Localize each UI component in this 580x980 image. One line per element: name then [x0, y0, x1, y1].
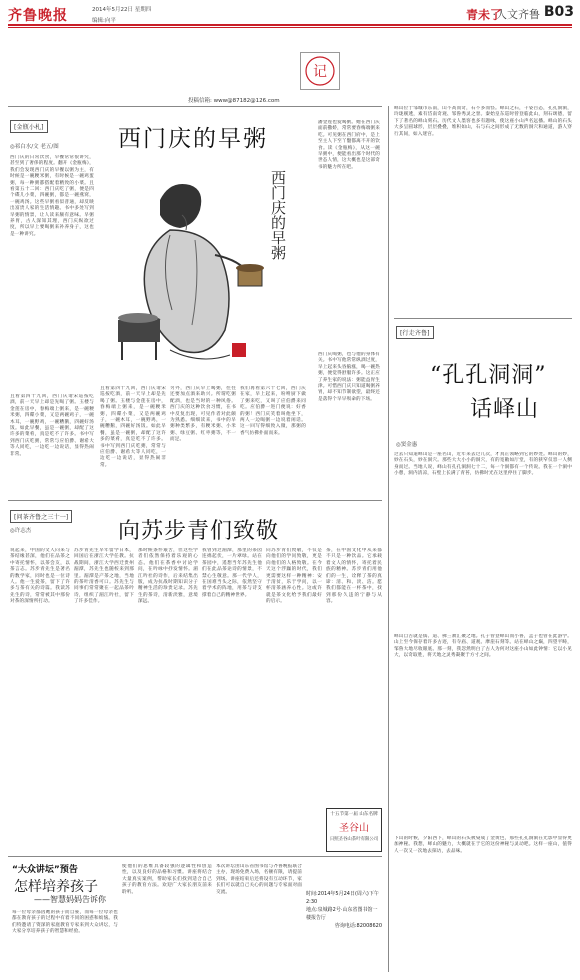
byline: ◎许志杰 — [10, 528, 32, 534]
promo-body-3: 本次讲坛由山东省图书馆与齐鲁晚报联合主办，现场免费入场，名额有限，请提前到场。讲座结束后还将设有互动环节，家长们可以就自己关心的问题与专家面对面交流。 — [216, 864, 302, 895]
article-body-col1: 说起来，中国的文人向来与茶结缘甚深，他们在品茶之中寄托情怀，以茶会友，以茶言志。苏步青先生是著名的数学家，同时也是一位诗人。他一生爱茶，留下了许多与茶有关的诗篇。我读苏先生的诗，常常被其中那份对茶的深情所打动。 — [10, 548, 70, 605]
article-body-col6: 茶，在中国文化中从来都不只是一种饮品。它承载着文人的情怀，寄托着民族的精神。苏步青们用他们的一生，诠释了茶的真谛：清、和、淡、洁。愿我们都能在一杯茶中，找到那份久违的宁静与从容。 — [326, 548, 382, 605]
contact-email: 投稿信箱: www@87182@126.com — [188, 98, 280, 104]
issue-date: 2014年5月22日 星期四 — [92, 7, 152, 13]
subsection-name: ·人文齐鲁 — [492, 8, 540, 21]
article-body-col2: 且看第四十九回，西门庆请宋巡按吃酒，前一天早上却是先喝了粥。玉楼与金莲在房中，春梅端上粥来，是一碗粳米粥，四碟小菜，又是两碗鸡子，一碗木耳，一碗野鸡，一碗糟鹅，四碗好汤饭。如此早餐，虽是一碗粥，却配了这许多的菜肴，真是吃不了许多。书中写到西门庆吃粥，常常与应伯爵、谢希大等人同吃，一边吃一边说话，显得热闹非常。 — [100, 386, 166, 468]
article-title-line1: “孔孔洞洞” — [430, 363, 547, 388]
page-number: B03 — [543, 4, 574, 20]
ad-company: 日照圣谷山茶叶有限公司 — [329, 837, 379, 842]
newspaper-logo: 齐鲁晚报 — [8, 8, 68, 24]
red-seal — [232, 343, 246, 357]
advertisement[interactable] — [326, 808, 382, 852]
article-body-col3: 那时候条件艰苦，但这些学者们依然保持着乐观的心态。他们在茶香中讨论学问，在吟咏中抒发情怀。湄江吟社的诗作，后来结集出版，成为抗战时期知识分子精神生活的珍贵记录。苏先生的茶诗，清新淡雅，意境深远。 — [138, 548, 198, 605]
article-title-line2: 话峄山 — [470, 397, 540, 422]
divider — [8, 106, 382, 107]
svg-text:记: 记 — [313, 64, 327, 80]
promo-body: 每一位母亲都因她的孩子而自豪，而每一位母亲也都在教育孩子的过程中有着不同的困惑和烦恼。我们特邀请了资深的家庭教育专家来到大众讲坛，与大家分享培养孩子的智慧和经验。 — [12, 910, 118, 935]
divider — [8, 500, 382, 501]
article-body-col5: 向苏步青们致敬，不仅是向他们的学问致敬，更是向他们的人格致敬。在今天这个浮躁的时代，我们更需要这样一种精神：安于清贫，乐于学问，以一杯清茶涵养心性。这或许就是茶文化给予我们最好的启示。 — [266, 548, 322, 605]
article-body-top: 峄山位于邹城市东南，山不高而奇，石不多而怪。峄山之石，千姿百态，孔孔洞洞，玲珑剔透，素有岱南奇观、邹鲁秀灵之誉。秦始皇东巡时曾登临此山，刻石颂德，留下了著名的峄山刻石。历代文人墨客也多有题咏，使这座小山声名远播。峄山的石头大多呈圆球形，层层叠叠，堆积如山，石与石之间形成了无数的洞穴和通道，游人穿行其间，如入迷宫。 — [394, 106, 572, 137]
column-separator — [388, 106, 389, 972]
article-body-col1b: 且看第四十九回，西门庆请宋巡按吃酒，前一天早上却是先喝了粥。玉楼与金莲在房中，春梅端上粥来，是一碗粳米粥，四碟小菜，又是两碗鸡子，一碗木耳，一碗野鸡，一碗糟鹅，四碗好汤饭。如此早餐，虽是一碗粥，却配了这许多的菜肴，真是吃不了许多。书中写到西门庆吃粥，常常与应伯爵、谢希大等人同吃，一边吃一边说话，显得热闹非常。 — [10, 394, 94, 457]
divider — [394, 318, 572, 319]
article-title: 西门庆的早粥 — [118, 126, 268, 152]
article-body-col2: 苏步青先生早年留学日本，回国后在浙江大学任教。抗战期间，浙江大学西迁贵州湄潭，苏先生也随校来到那里。湄潭是产茶之地，当地的茶叶清香可口。苏先生与同事们常常聚在一起品茶吟诗，组织了湄江吟社，留下了许多佳作。 — [74, 548, 134, 605]
article-body-low: 峄山自古就是儒、道、佛三教汇聚之地。孔子曾登峄山而小鲁，孟子也曾在此游学。山上至今保存着许多古迹，有寺庙、道观、摩崖石刻等。站在峄山之巅，四望平畴，邹鲁大地尽收眼底。那一刻，我忽然明白了古人为何对这座小山如此钟情：它以小见大，以奇取胜，将天地之灵秀凝聚于方寸之间。 — [394, 634, 572, 659]
article-body-col6: 潘金莲也爱喝粥。她在西门庆面前撒娇，常常要春梅端粥来吃。可见粥在西门府中，是上至主人下至丫鬟都离不开的饮食。读《金瓶梅》，从这一碗早粥中，便能看出那个时代的世态人情，这大概也是这部奇书的魅力所在吧。 — [318, 120, 380, 170]
article-body-col3: 另外，西门庆早上喝粥，往往还要加点酒来助兴。所谓吃粥配酒，也是当时的一种风俗。西门庆的这种饮食习惯，在书中反复出现，可见作者对此颇为熟悉。细细读来，书中的早粥种类繁多，有粳米粥、小米粥、绿豆粥、红枣粥等，不一而足。 — [170, 386, 236, 443]
ji-seal-icon — [301, 53, 339, 89]
lecture-place: 地点:泉城路2号·山东省图书馆一楼报告厅 — [306, 907, 378, 921]
column-label: [行走齐鲁] — [396, 326, 434, 339]
promo-tag: “大众讲坛”预告 — [12, 865, 78, 875]
header-rule — [8, 24, 572, 26]
byline: ◎祁白水/文 老五/图 — [10, 144, 59, 150]
stamp-logo — [300, 52, 340, 90]
article-title: 向苏步青们致敬 — [118, 519, 280, 544]
lecture-info — [306, 890, 382, 930]
article-body-col5: 西门庆喝粥，也与他的身体有关。书中写他常常纵酒过度，早上起来头昏脑涨，喝一碗热粥，便觉得舒服许多。这正应了养生家的说法：粥能益胃生津。可惜西门庆只知道喝粥养胃，却不知节制欲望，最终还是落得个早早殒命的下场。 — [318, 352, 380, 402]
promo-title: 怎样培养孩子 — [14, 879, 98, 895]
section-name: 青未了 — [465, 8, 502, 22]
article-body-col4: 我们再看第六十七回，西门庆在家，早上起来，吩咐厨下做了粥来吃，又叫了应伯爵来同吃。应伯爵一进门便说：好香的粥！西门庆笑着叫他坐下，两人一边喝粥一边说着闲话。这一回写得细致入微，那粥的香气仿佛扑面而来。 — [240, 386, 306, 436]
header-rule-thin — [8, 27, 572, 28]
column-label: [问茶齐鲁之三十一] — [10, 510, 72, 523]
lecture-time: 时间:2014年5月24日(周六)下午2:30 — [306, 891, 379, 905]
lecture-phone: 咨询电话:82008620 — [334, 923, 382, 929]
calligraphy-title: 西门庆的早粥 — [269, 170, 287, 260]
article-body-mid: 过去只知道峄山是一座名山，近年来去过几次，才真正领略到它的妙处。峄山的妙，妙在石头，妙在洞穴。那些大大小小的洞穴，有的宽敞如厅堂，有的狭窄仅容一人侧身而过。当地人说，峄山有孔孔洞洞七十二，每一个洞都有一个传说。我在一个洞中小憩，洞内清凉，石壁上长满了青苔，仿佛时光在这里停住了脚步。 — [394, 452, 572, 477]
ad-line1: 十五节第一届 山东名牌 — [330, 812, 378, 817]
byline: ◎窦金惠 — [396, 442, 418, 448]
editor-credit: 编辑:向平 — [92, 18, 116, 24]
ad-brand: 圣谷山 — [339, 823, 369, 834]
promo-subtitle: ——智慧妈妈告诉你 — [34, 895, 106, 904]
divider — [8, 856, 382, 857]
article-body-col4: 我曾到过湄潭，那里的茶园连绵起伏，一片翠绿。站在茶园中，遥想当年苏先生他们在此品茶论诗的情景，不禁心生敬意。那一代学人，在国难当头之际，依然坚守着学术的阵地，用茶与诗支撑着自己的精神世界。 — [202, 548, 262, 598]
column-label: [金瓶小札] — [10, 120, 48, 133]
article-body-col1: 西门庆的日常饮食，早餐常常很讲究，甚至到了奢侈的程度。翻开《金瓶梅》，我们会发现西门庆的早餐以粥为主，有时候是一碗粳米粥，有时候是一碗鸡蛋粥，每一种粥都搭配着精致的小菜。且看第五十二回：西门庆吃了粥，便是四个碟儿小菜，四碗粥，都是一碗燕窝，一碗鸡汤。这些早粥看似普通，却反映出富贵人家的生活情趣。书中多处写到早粥的情景，让人读来颇有意味。早粥养胃，古人深知其理，西门庆纵欲过度，所以早上要喝粥来补养身子，这也是一种讲究。 — [10, 155, 94, 237]
promo-body-2: 使他们的思维具备较强的逻辑性和创造性，以及良好的品格和习惯。讲座将结合大量真实案例，帮助家长们找到适合自己孩子的教育方法。欢迎广大家长朋友前来聆听。 — [122, 864, 212, 895]
article-text-continuation — [8, 32, 258, 90]
article-body-end: 下山的时候，夕阳西下，峄山的石头被染成了金黄色，那些孔孔洞洞在光影中显得更加神秘。我想，峄山的魅力，大概就在于它的这份神秘与灵动吧。这样一座山，值得人一次又一次地去探访，去品味。 — [394, 836, 572, 854]
